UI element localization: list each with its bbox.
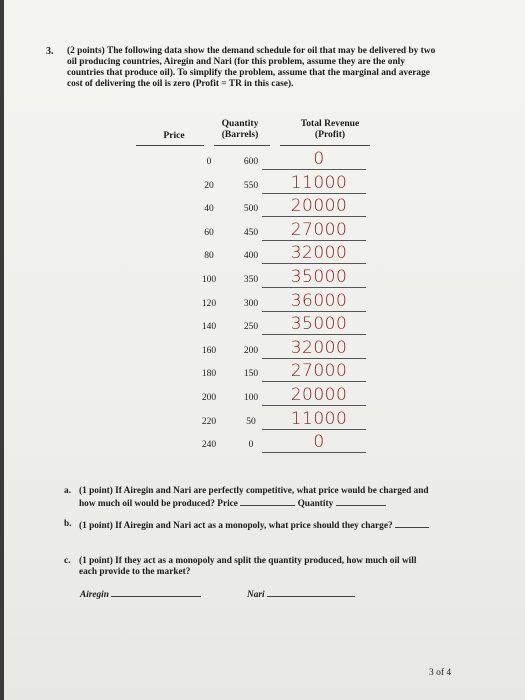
price-cell: 180 [201,369,217,380]
table-row [4,267,525,295]
part-c-line2: each provide to the market? [79,567,191,577]
answer-blank[interactable] [262,334,366,335]
price-answer-blank[interactable] [240,497,295,506]
question-line-text: The following data show the demand schedule for oil that may be delivered by two [106,46,436,56]
part-c-letter: c. [64,556,71,566]
part-a-price-label: how much oil would be produced? Price [79,499,238,509]
price-cell: 60 [204,227,214,238]
table-row [4,385,525,413]
nari-answer [247,588,355,601]
answer-blank[interactable] [262,240,366,241]
answer-blank[interactable] [262,311,366,312]
quantity-cell: 600 [243,157,259,167]
price-cell: 40 [204,204,214,215]
answer-blank[interactable] [262,169,366,170]
table-row [4,243,525,271]
quantity-cell: 50 [246,416,256,427]
part-a-line1: (1 point) If Airegin and Nari are perfectly competitive, what price would be charged and [79,486,429,496]
airegin-label: Airegin [80,590,109,600]
quantity-cell: 500 [243,204,259,215]
handwritten-revenue: 27000 [290,219,348,240]
quantity-cell: 450 [243,227,259,238]
answer-blank[interactable] [262,452,366,453]
answer-blank[interactable] [262,405,366,406]
monopoly-price-blank[interactable] [395,519,429,528]
header-revenue-label: Total Revenue [300,118,360,129]
handwritten-revenue: 20000 [290,196,348,217]
airegin-answer [80,588,201,601]
quantity-cell: 300 [243,298,259,309]
quantity-cell: 200 [243,345,259,356]
table-row [4,361,525,389]
table-row [4,314,525,342]
answer-blank[interactable] [262,287,366,288]
header-rule [136,145,204,146]
question-number: 3. [46,46,54,57]
answer-blank[interactable] [262,216,366,217]
header-quantity-label: Quantity [221,118,259,129]
price-cell: 220 [201,416,217,427]
price-cell: 120 [201,298,217,309]
header-price: Price [163,130,185,141]
price-cell: 240 [201,440,217,451]
price-cell: 140 [201,322,217,333]
part-c-line1: (1 point) If they act as a monopoly and split the quantity produced, how much oil will [79,556,417,566]
table-row [4,172,525,201]
price-cell: 80 [204,251,214,262]
nari-blank[interactable] [267,588,355,597]
airegin-blank[interactable] [111,588,201,597]
question-line [67,46,467,57]
handwritten-revenue: 11000 [290,172,348,193]
handwritten-revenue: 0 [313,149,325,169]
quantity-answer-blank[interactable] [336,497,386,506]
table-row [4,408,525,437]
part-a-text [79,486,429,510]
handwritten-revenue: 0 [313,432,325,453]
nari-label: Nari [247,590,265,600]
header-rule [214,145,270,146]
handwritten-revenue: 20000 [290,385,348,405]
table-row [4,219,525,248]
price-cell: 200 [201,393,217,403]
header-total-revenue [290,118,370,140]
table-row [4,337,525,366]
handwritten-revenue: 32000 [290,243,348,264]
worksheet-page [4,0,525,700]
question-line: cost of delivering the oil is zero (Profit = TR in this case). [67,79,294,89]
answer-blank[interactable] [262,381,366,382]
answer-blank[interactable] [262,358,366,359]
table-row [4,290,525,319]
header-revenue-unit: (Profit) [314,129,346,140]
part-b-question: (1 point) If Airegin and Nari act as a monopoly, what price should they charge? [79,521,393,531]
price-cell: 160 [201,345,217,356]
quantity-cell: 100 [243,393,259,403]
quantity-cell: 150 [243,369,259,380]
handwritten-revenue: 27000 [290,361,348,382]
question-text [67,46,467,90]
header-quantity [210,118,270,140]
handwritten-revenue: 36000 [290,290,348,311]
handwritten-revenue: 11000 [290,408,348,429]
price-cell: 0 [206,157,212,167]
header-rule [280,145,370,146]
part-b-letter: b. [64,519,72,529]
part-a-quantity-label: Quantity [297,499,334,509]
part-a-letter: a. [64,486,71,496]
question-line: oil producing countries, Airegin and Nari (for this problem, assume they are the only [67,57,405,67]
quantity-cell: 350 [243,275,259,285]
price-cell: 20 [204,180,214,191]
quantity-cell: 400 [243,251,259,262]
part-c-text [79,556,416,578]
table-row [4,432,525,460]
table-row [4,196,525,224]
handwritten-revenue: 35000 [290,267,348,287]
part-b-text [79,519,429,532]
quantity-cell: 0 [248,440,254,451]
header-quantity-unit: (Barrels) [221,129,259,140]
price-cell: 100 [201,275,217,285]
page-number: 3 of 4 [429,668,452,678]
question-points: (2 points) [67,46,105,56]
quantity-cell: 550 [243,180,259,191]
table-row [4,149,525,177]
answer-blank[interactable] [262,429,366,430]
handwritten-revenue: 32000 [290,337,348,358]
answer-blank[interactable] [262,263,366,264]
quantity-cell: 250 [243,322,259,333]
part-a-line2 [79,497,429,510]
answer-blank[interactable] [262,193,366,194]
handwritten-revenue: 35000 [290,314,348,335]
question-line: countries that produce oil). To simplify the problem, assume that the marginal and average [67,68,430,78]
